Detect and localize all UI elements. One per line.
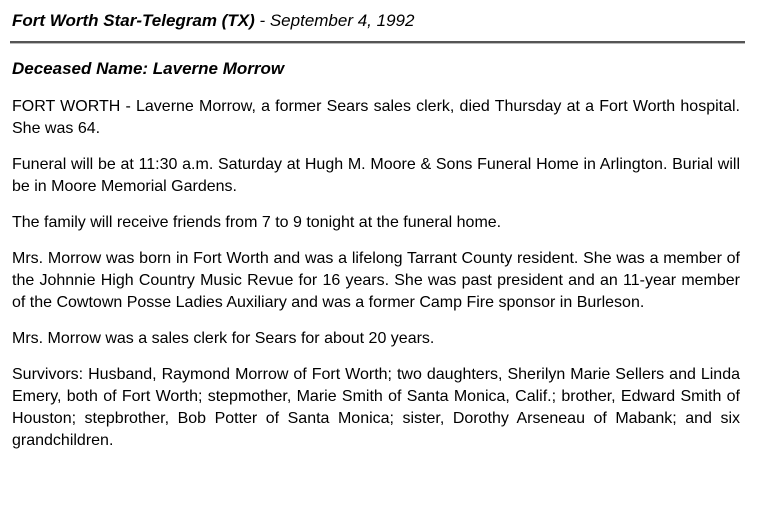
- header-separator: -: [254, 11, 270, 30]
- obituary-body: [12, 96, 740, 466]
- deceased-name-heading: Deceased Name: Laverne Morrow: [12, 59, 285, 78]
- article-header: [12, 10, 414, 32]
- paragraph-visitation: The family will receive friends from 7 to 9 tonight at the funeral home.: [12, 214, 502, 231]
- paragraph-career: Mrs. Morrow was a sales clerk for Sears for about 20 years.: [12, 330, 435, 347]
- paragraph-biography: Mrs. Morrow was born in Fort Worth and was a lifelong Tarrant County resident. She was a member of the Johnnie High Country Music Revue for 16 years. She was past president and an 11-year member of the Cowtown Posse Ladies Auxiliary and was a former Camp Fire sponsor in Burleson.: [12, 250, 740, 311]
- paragraph-funeral: Funeral will be at 11:30 a.m. Saturday at Hugh M. Moore & Sons Funeral Home in Arlington. Burial will be in Moore Memorial Gardens.: [12, 156, 740, 195]
- publication-date: September 4, 1992: [269, 11, 415, 30]
- paragraph-death-notice: FORT WORTH - Laverne Morrow, a former Sears sales clerk, died Thursday at a Fort Worth hospital. She was 64.: [12, 98, 740, 137]
- paragraph-survivors: Survivors: Husband, Raymond Morrow of Fort Worth; two daughters, Sherilyn Marie Sellers and Linda Emery, both of Fort Worth; stepmother, Marie Smith of Santa Monica, Calif.; brother, Edward Smith of Houston; stepbrother, Bob Potter of Santa Monica; sister, Dorothy Arseneau of Mabank; and six grandchildren.: [12, 366, 740, 449]
- publication-name: Fort Worth Star-Telegram (TX): [12, 11, 255, 30]
- header-divider: [10, 41, 745, 44]
